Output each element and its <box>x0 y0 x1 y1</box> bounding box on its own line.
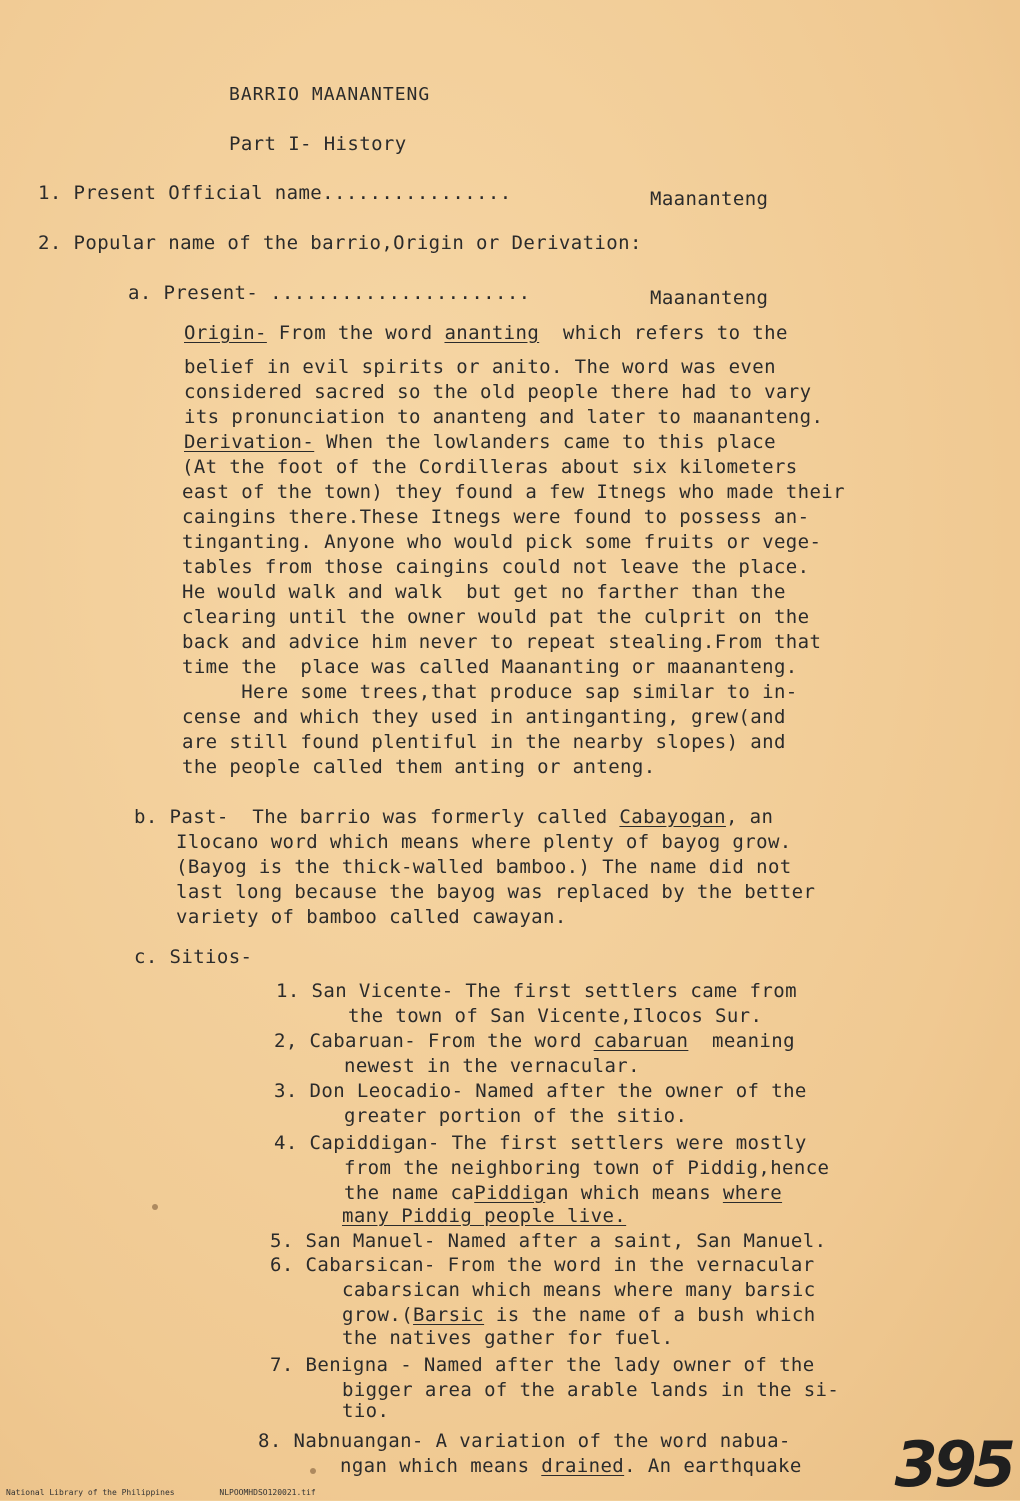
footer-filename: NLPOOMHDSO120021.tif <box>219 1488 316 1497</box>
sitio-6-keyword: Barsic <box>413 1304 485 1326</box>
past-line: Ilocano word which means where plenty of bayog grow. <box>176 831 792 853</box>
sitio-1: 1. San Vicente- The first settlers came from <box>276 980 797 1002</box>
item1-value: Maananteng <box>650 188 769 210</box>
origin-line: considered sacred so the old people there had to vary <box>184 381 812 403</box>
present-value: Maananteng <box>650 287 769 309</box>
sitio-8-keyword: drained <box>541 1455 625 1477</box>
page-number: 395 <box>894 1428 1012 1501</box>
past-line: (Bayog is the thick-walled bamboo.) The name did not <box>176 856 792 878</box>
ink-spot <box>310 1468 316 1474</box>
past-line-1 <box>134 806 773 828</box>
sitio-5: 5. San Manuel- Named after a saint, San Manuel. <box>270 1230 827 1252</box>
sitio-6-cont: the natives gather for fuel. <box>342 1327 674 1349</box>
derivation-line: Here some trees,that produce sap similar to in- <box>182 681 798 703</box>
ink-spot <box>152 1204 158 1210</box>
sitio-2-text: 2, Cabaruan- From the word <box>274 1030 594 1052</box>
sitio-6: 6. Cabarsican- From the word in the vernacular <box>270 1254 815 1276</box>
past-text: , an <box>725 806 774 828</box>
derivation-line: back and advice him never to repeat stealing.From that <box>182 631 822 653</box>
sitio-7-cont: tio. <box>342 1400 390 1422</box>
sitio-1-cont: the town of San Vicente,Ilocos Sur. <box>348 1005 763 1027</box>
derivation-line: tables from those caingins could not leave the place. <box>182 556 810 578</box>
past-keyword: Cabayogan <box>619 806 726 828</box>
derivation-line: cense and which they used in antinganting, grew(and <box>182 706 786 728</box>
origin-text: From the word <box>266 322 445 344</box>
past-line: last long because the bayog was replaced by the better <box>176 881 816 903</box>
sitio-4-cont: many Piddig people live. <box>342 1205 627 1227</box>
sitio-4-text: an which means <box>545 1182 723 1204</box>
derivation-line: He would walk and walk but get no farther than the <box>182 581 786 603</box>
derivation-line: are still found plentiful in the nearby slopes) and <box>182 731 786 753</box>
present-label: a. Present- ...................... <box>128 282 531 304</box>
derivation-line: east of the town) they found a few Itnegs who made their <box>182 481 845 503</box>
sitio-8-text: ngan which means <box>340 1455 542 1477</box>
origin-heading: Origin- <box>184 322 267 344</box>
origin-keyword: ananting <box>444 322 540 344</box>
origin-line: its pronunciation to ananteng and later to maananteng. <box>184 406 824 428</box>
sitio-2 <box>274 1030 795 1052</box>
derivation-line: clearing until the owner would pat the culprit on the <box>182 606 810 628</box>
sitio-6-text: is the name of a bush which <box>484 1304 816 1326</box>
derivation-line: the people called them anting or anteng. <box>182 756 656 778</box>
derivation-line: time the place was called Maananting or maananteng. <box>182 656 798 678</box>
item2-label: 2. Popular name of the barrio,Origin or Derivation: <box>38 232 642 254</box>
item1-label: 1. Present Official name................ <box>38 182 512 204</box>
sitio-7: 7. Benigna - Named after the lady owner of the <box>270 1354 815 1376</box>
sitio-2-keyword: cabaruan <box>593 1030 689 1052</box>
sitio-2-text: meaning <box>688 1030 795 1052</box>
origin-line-1 <box>184 322 788 344</box>
sitio-8-cont <box>340 1455 802 1477</box>
sitio-6-cont <box>342 1304 816 1326</box>
sitio-4-cont <box>344 1182 782 1204</box>
derivation-line-1 <box>184 431 776 453</box>
sitio-4-keyword: where <box>722 1182 783 1204</box>
past-text: The barrio was formerly called <box>228 806 620 828</box>
derivation-line: (At the foot of the Cordilleras about six kilometers <box>182 456 798 478</box>
origin-text: which refers to the <box>539 322 788 344</box>
derivation-text: When the lowlanders came to this place <box>314 431 776 453</box>
derivation-line: tinganting. Anyone who would pick some fruits or vege- <box>182 531 822 553</box>
sitio-6-cont: cabarsican which means where many barsic <box>342 1279 816 1301</box>
sitio-8: 8. Nabnuangan- A variation of the word nabua- <box>258 1430 791 1452</box>
sitio-7-cont: bigger area of the arable lands in the si- <box>342 1379 840 1401</box>
sitio-4-keyword: Piddig <box>474 1182 546 1204</box>
sitio-4-text: the name ca <box>344 1182 475 1204</box>
sitio-2-cont: newest in the vernacular. <box>344 1055 640 1077</box>
scan-footer <box>6 1488 356 1497</box>
derivation-heading: Derivation- <box>184 431 315 453</box>
sitio-4-cont: from the neighboring town of Piddig,hence <box>344 1157 830 1179</box>
sitio-8-text: . An earthquake <box>624 1455 802 1477</box>
footer-source: National Library of the Philippines <box>6 1488 175 1497</box>
past-line: variety of bamboo called cawayan. <box>176 906 567 928</box>
page-title: BARRIO MAANANTENG <box>229 84 431 105</box>
sitio-3: 3. Don Leocadio- Named after the owner of the <box>274 1080 807 1102</box>
sitios-label: c. Sitios- <box>134 946 253 968</box>
past-label: b. Past- <box>134 806 229 828</box>
sitio-3-cont: greater portion of the sitio. <box>344 1105 688 1127</box>
part-heading: Part I- History <box>229 133 407 155</box>
sitio-6-text: grow.( <box>342 1304 414 1326</box>
origin-line: belief in evil spirits or anito. The word was even <box>184 356 776 378</box>
sitio-4: 4. Capiddigan- The first settlers were mostly <box>274 1132 807 1154</box>
derivation-line: caingins there.These Itnegs were found to possess an- <box>182 506 810 528</box>
